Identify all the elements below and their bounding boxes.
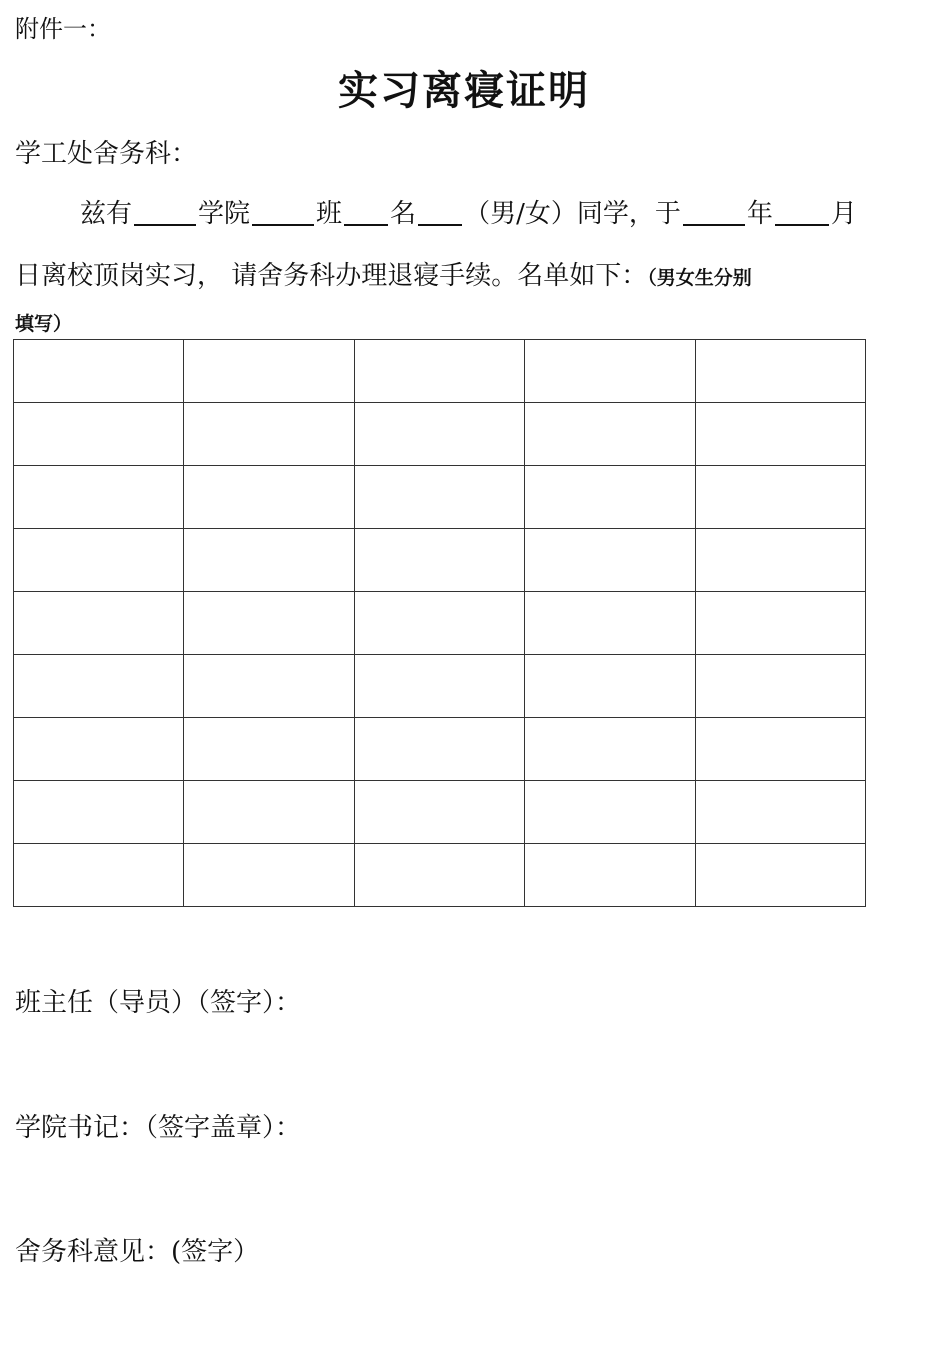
table-row — [14, 844, 866, 907]
roster-table — [13, 339, 866, 907]
document-title: 实习离寝证明 — [338, 68, 590, 114]
table-cell[interactable] — [354, 340, 524, 403]
table-cell[interactable] — [14, 340, 184, 403]
attachment-label: 附件一： — [15, 15, 111, 43]
table-cell[interactable] — [14, 592, 184, 655]
table-cell[interactable] — [525, 718, 695, 781]
table-cell[interactable] — [525, 340, 695, 403]
head-teacher-signature: 班主任（导员）（签字）： — [15, 988, 302, 1018]
college-secretary-signature: 学院书记：（签字盖章）： — [15, 1113, 302, 1143]
table-cell[interactable] — [695, 655, 865, 718]
blank-year[interactable] — [683, 198, 745, 226]
table-row — [14, 655, 866, 718]
table-cell[interactable] — [695, 340, 865, 403]
table-cell[interactable] — [184, 781, 354, 844]
roster-table-body — [14, 340, 866, 907]
table-row — [14, 718, 866, 781]
paragraph-text: 兹有 — [80, 199, 133, 229]
paragraph-line-2 — [15, 256, 920, 298]
table-cell[interactable] — [695, 466, 865, 529]
table-cell[interactable] — [525, 466, 695, 529]
table-cell[interactable] — [14, 466, 184, 529]
table-cell[interactable] — [184, 466, 354, 529]
table-cell[interactable] — [525, 529, 695, 592]
table-row — [14, 529, 866, 592]
blank-college[interactable] — [134, 198, 196, 226]
table-row — [14, 340, 866, 403]
blank-class[interactable] — [252, 198, 314, 226]
table-row — [14, 781, 866, 844]
table-cell[interactable] — [14, 844, 184, 907]
blank-month[interactable] — [775, 198, 829, 226]
table-cell[interactable] — [695, 592, 865, 655]
table-cell[interactable] — [14, 781, 184, 844]
table-cell[interactable] — [354, 844, 524, 907]
table-cell[interactable] — [354, 529, 524, 592]
table-cell[interactable] — [525, 403, 695, 466]
table-cell[interactable] — [14, 403, 184, 466]
table-cell[interactable] — [184, 529, 354, 592]
blank-count[interactable] — [344, 198, 388, 226]
paragraph-text: 班 — [316, 199, 343, 229]
table-cell[interactable] — [525, 844, 695, 907]
table-cell[interactable] — [14, 718, 184, 781]
paragraph-text: 日离校顶岗实习， 请舍务科办理退寝手续。名单如下： — [15, 261, 648, 291]
table-cell[interactable] — [525, 781, 695, 844]
table-cell[interactable] — [354, 403, 524, 466]
table-cell[interactable] — [354, 592, 524, 655]
table-cell[interactable] — [184, 403, 354, 466]
table-cell[interactable] — [695, 781, 865, 844]
paragraph-text: 月 — [830, 199, 857, 229]
paragraph-text: 年 — [746, 199, 773, 229]
table-cell[interactable] — [184, 655, 354, 718]
paragraph-text: 学院 — [198, 199, 251, 229]
blank-gender[interactable] — [418, 198, 462, 226]
table-cell[interactable] — [695, 529, 865, 592]
paragraph-text: （男/女）同学，于 — [464, 199, 681, 229]
table-cell[interactable] — [695, 718, 865, 781]
dorm-office-opinion: 舍务科意见：(签字） — [15, 1237, 260, 1267]
paragraph-text: 名 — [390, 199, 417, 229]
table-cell[interactable] — [14, 655, 184, 718]
table-cell[interactable] — [184, 844, 354, 907]
table-cell[interactable] — [184, 340, 354, 403]
paragraph-line-1 — [80, 194, 920, 234]
paragraph-note-continued: 填写） — [15, 313, 73, 335]
table-row — [14, 592, 866, 655]
table-row — [14, 403, 866, 466]
table-cell[interactable] — [695, 844, 865, 907]
table-cell[interactable] — [184, 718, 354, 781]
table-cell[interactable] — [525, 655, 695, 718]
table-cell[interactable] — [354, 718, 524, 781]
table-row — [14, 466, 866, 529]
paragraph-note: （男女生分别 — [647, 267, 752, 289]
addressee: 学工处舍务科： — [15, 139, 198, 169]
table-cell[interactable] — [354, 466, 524, 529]
table-cell[interactable] — [14, 529, 184, 592]
table-cell[interactable] — [354, 781, 524, 844]
table-cell[interactable] — [184, 592, 354, 655]
table-cell[interactable] — [354, 655, 524, 718]
table-cell[interactable] — [525, 592, 695, 655]
table-cell[interactable] — [695, 403, 865, 466]
